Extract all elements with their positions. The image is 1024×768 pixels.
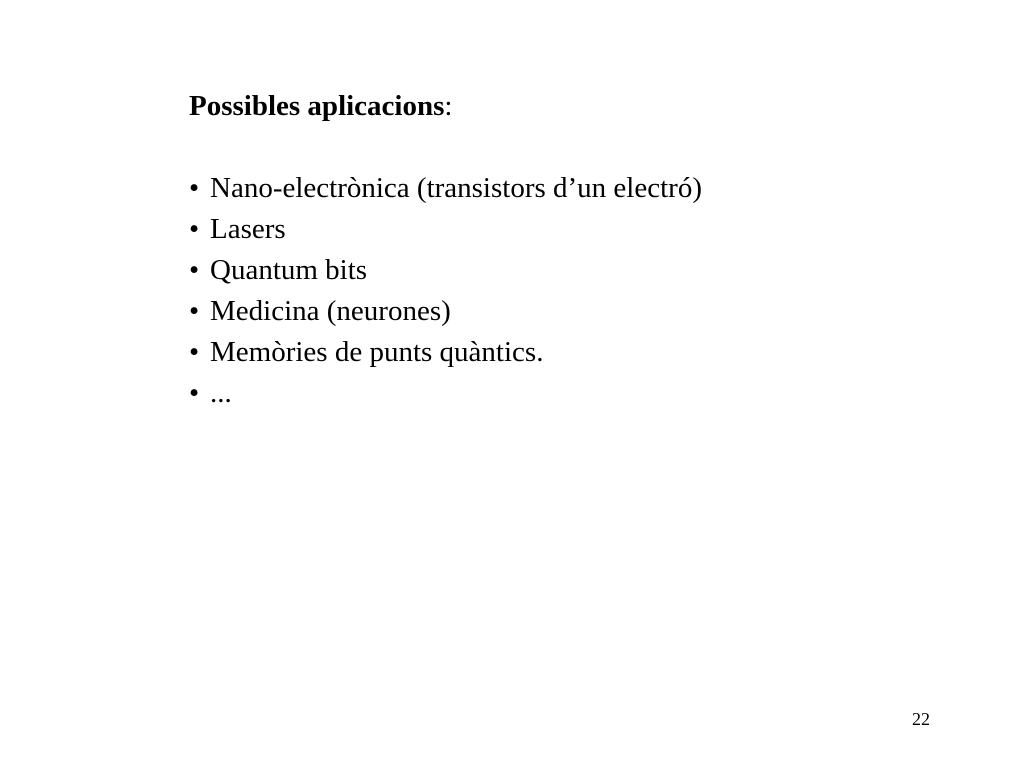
list-item (189, 209, 702, 250)
bullet-icon: • (189, 254, 200, 286)
list-item (189, 168, 702, 209)
page-number: 22 (912, 709, 930, 729)
bullet-text: ... (210, 377, 232, 409)
slide-title: Possibles aplicacions (189, 90, 445, 122)
bullet-text: Memòries de punts quàntics. (210, 336, 544, 368)
bullet-text: Nano-electrònica (transistors d’un electró) (210, 172, 702, 204)
list-item (189, 250, 702, 291)
bullet-list (189, 168, 702, 414)
list-item (189, 332, 702, 373)
bullet-text: Lasers (210, 213, 286, 245)
bullet-icon: • (189, 336, 200, 368)
bullet-icon: • (189, 295, 200, 327)
bullet-icon: • (189, 172, 200, 204)
bullet-text: Quantum bits (210, 254, 368, 286)
bullet-icon: • (189, 213, 200, 245)
list-item (189, 373, 702, 414)
bullet-text: Medicina (neurones) (210, 295, 451, 327)
bullet-icon: • (189, 377, 200, 409)
title-colon: : (444, 90, 453, 122)
slide-heading (189, 86, 452, 126)
list-item (189, 291, 702, 332)
